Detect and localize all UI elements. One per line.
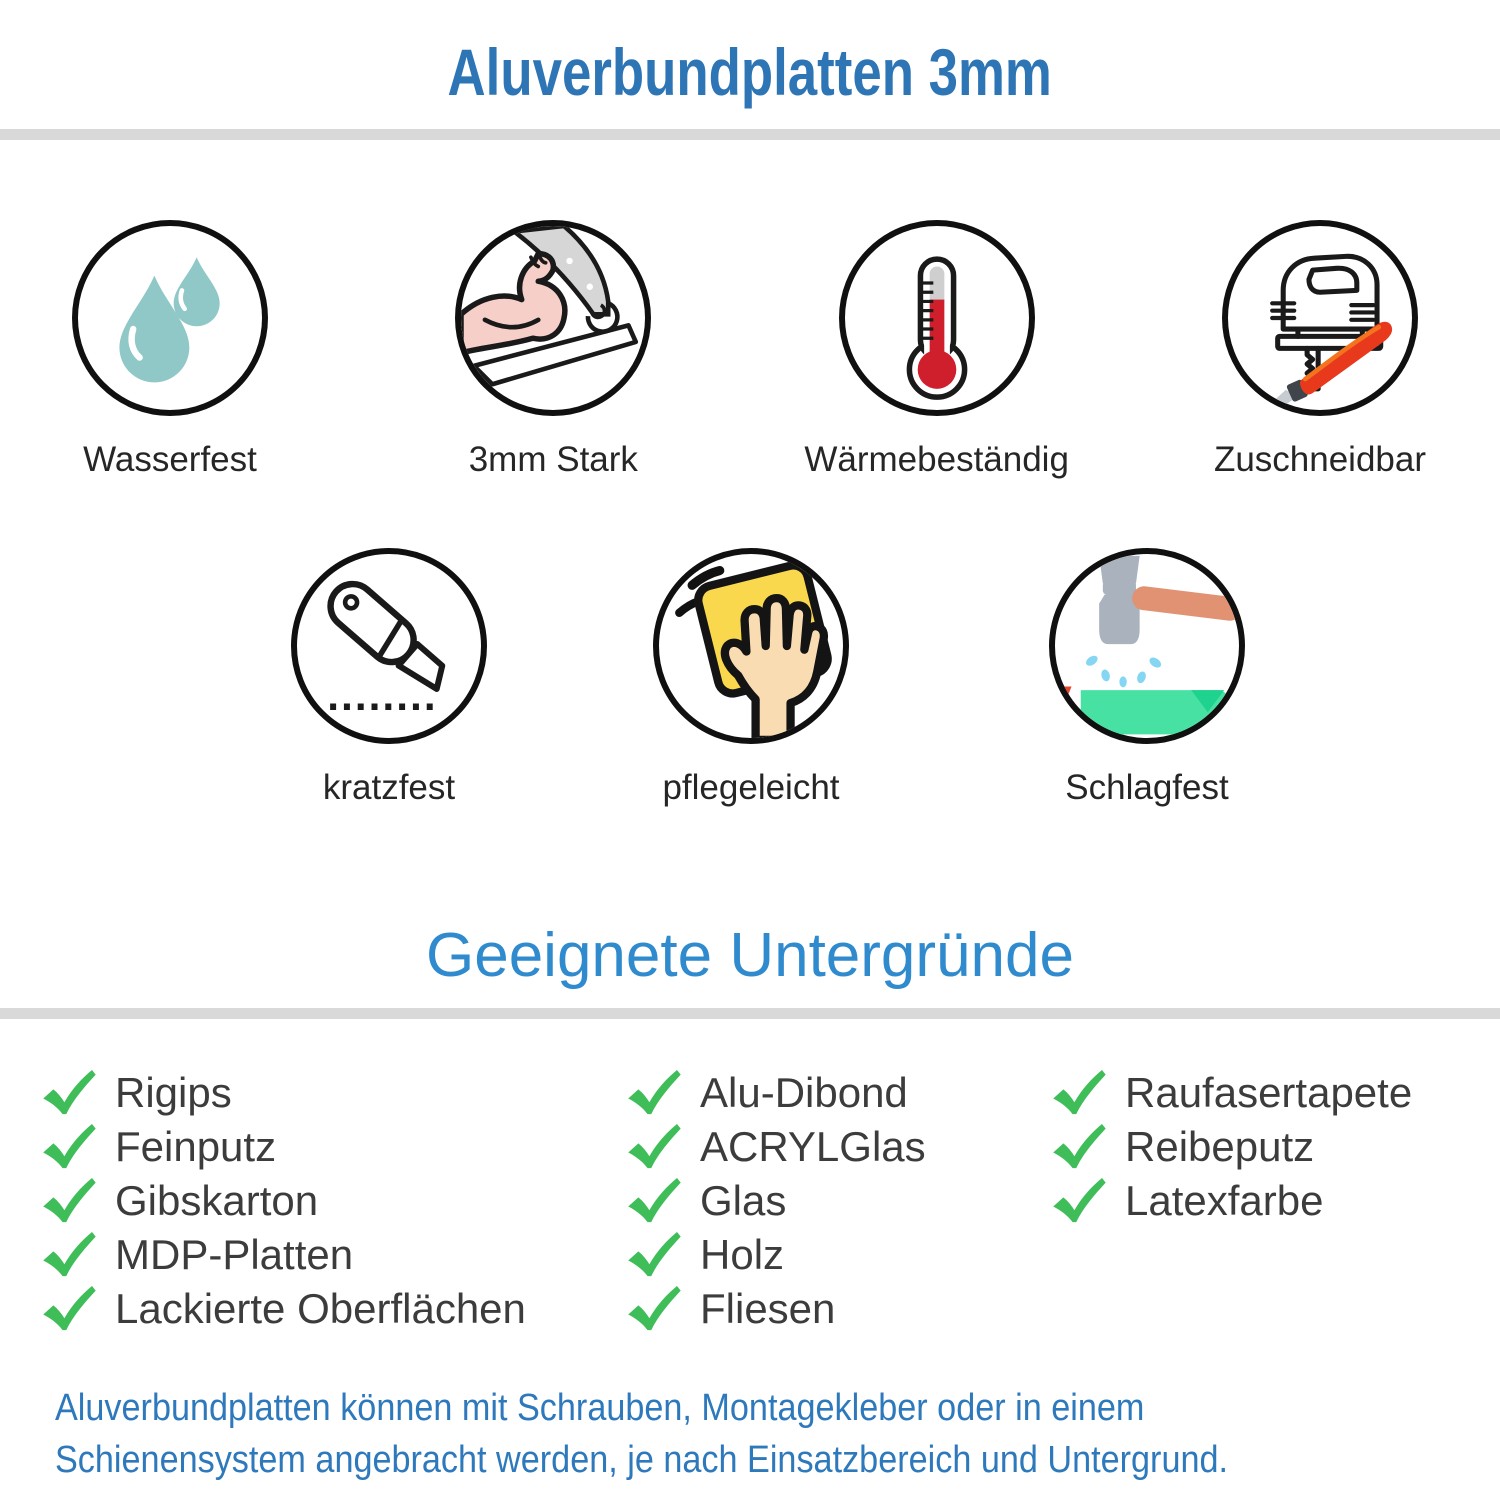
check-icon — [1050, 1124, 1108, 1170]
list-item-label: Holz — [700, 1231, 785, 1278]
list-item — [40, 1228, 625, 1282]
list-item-label: Latexfarbe — [1125, 1177, 1324, 1224]
check-icon — [625, 1178, 683, 1224]
list-item — [625, 1228, 1050, 1282]
feature-wasserfest — [30, 220, 310, 480]
check-icon — [1050, 1178, 1108, 1224]
list-item — [40, 1174, 625, 1228]
muscle-arm-icon — [455, 220, 651, 416]
list-item-label: MDP-Platten — [115, 1231, 354, 1278]
list-item-label: Reibeputz — [1125, 1123, 1315, 1170]
feature-label: Zuschneidbar — [1213, 440, 1427, 479]
check-icon — [40, 1124, 98, 1170]
check-icon — [40, 1286, 98, 1332]
substrates-column-3 — [1050, 1066, 1490, 1336]
list-item — [40, 1066, 625, 1120]
list-item — [625, 1174, 1050, 1228]
feature-label: pflegeleicht — [662, 768, 840, 807]
page-title — [0, 34, 1500, 110]
list-item — [1050, 1120, 1490, 1174]
feature-3mm-stark — [413, 220, 693, 480]
feature-zuschneidbar — [1180, 220, 1460, 480]
list-item-label: Alu-Dibond — [700, 1069, 908, 1116]
check-icon — [40, 1232, 98, 1278]
list-item-label: Fliesen — [700, 1285, 836, 1332]
check-icon — [625, 1124, 683, 1170]
list-item-label: Gibskarton — [115, 1177, 319, 1224]
feature-kratzfest — [249, 548, 529, 808]
feature-waermebestaendig — [797, 220, 1077, 480]
list-item — [625, 1066, 1050, 1120]
mounting-note — [55, 1382, 1228, 1487]
feature-label: kratzfest — [322, 768, 456, 807]
list-item — [40, 1282, 625, 1336]
hammer-icon — [1049, 548, 1245, 744]
feature-label: Wasserfest — [83, 440, 257, 479]
feature-pflegeleicht — [611, 548, 891, 808]
check-icon — [40, 1178, 98, 1224]
mounting-note-line2: Schienensystem angebracht werden, je nach Einsatzbereich und Untergrund. — [55, 1439, 1229, 1482]
list-item — [625, 1120, 1050, 1174]
feature-row-1 — [0, 220, 1500, 480]
jigsaw-icon — [1222, 220, 1418, 416]
check-icon — [625, 1070, 683, 1116]
list-item-label: ACRYLGlas — [700, 1123, 926, 1170]
list-item-label: Lackierte Oberflächen — [115, 1285, 526, 1332]
feature-schlagfest — [1007, 548, 1287, 808]
list-item — [1050, 1066, 1490, 1120]
substrates-column-2 — [625, 1066, 1050, 1336]
list-item-label: Glas — [700, 1177, 787, 1224]
list-item-label: Raufasertapete — [1125, 1069, 1413, 1116]
utility-knife-icon — [291, 548, 487, 744]
list-item-label: Rigips — [115, 1069, 232, 1116]
page-title-text: Aluverbundplatten 3mm — [447, 35, 1053, 109]
substrates-checklist — [40, 1066, 1490, 1336]
section-title-untergruende: Geeignete Untergründe — [425, 921, 1074, 990]
thermometer-icon — [839, 220, 1035, 416]
cleaning-cloth-hand-icon — [653, 548, 849, 744]
divider-bottom — [0, 1008, 1500, 1019]
list-item — [40, 1120, 625, 1174]
check-icon — [625, 1232, 683, 1278]
mounting-note-line1: Aluverbundplatten können mit Schrauben, Montagekleber oder in einem — [55, 1387, 1145, 1429]
list-item — [625, 1282, 1050, 1336]
check-icon — [40, 1070, 98, 1116]
list-item-label: Feinputz — [115, 1123, 277, 1170]
feature-label: Wärmebeständig — [804, 440, 1069, 479]
check-icon — [1050, 1070, 1108, 1116]
water-drops-icon — [72, 220, 268, 416]
feature-label: 3mm Stark — [468, 440, 638, 479]
feature-label: Schlagfest — [1065, 768, 1229, 807]
divider-top — [0, 129, 1500, 140]
check-icon — [625, 1286, 683, 1332]
substrates-column-1 — [40, 1066, 625, 1336]
list-item — [1050, 1174, 1490, 1228]
